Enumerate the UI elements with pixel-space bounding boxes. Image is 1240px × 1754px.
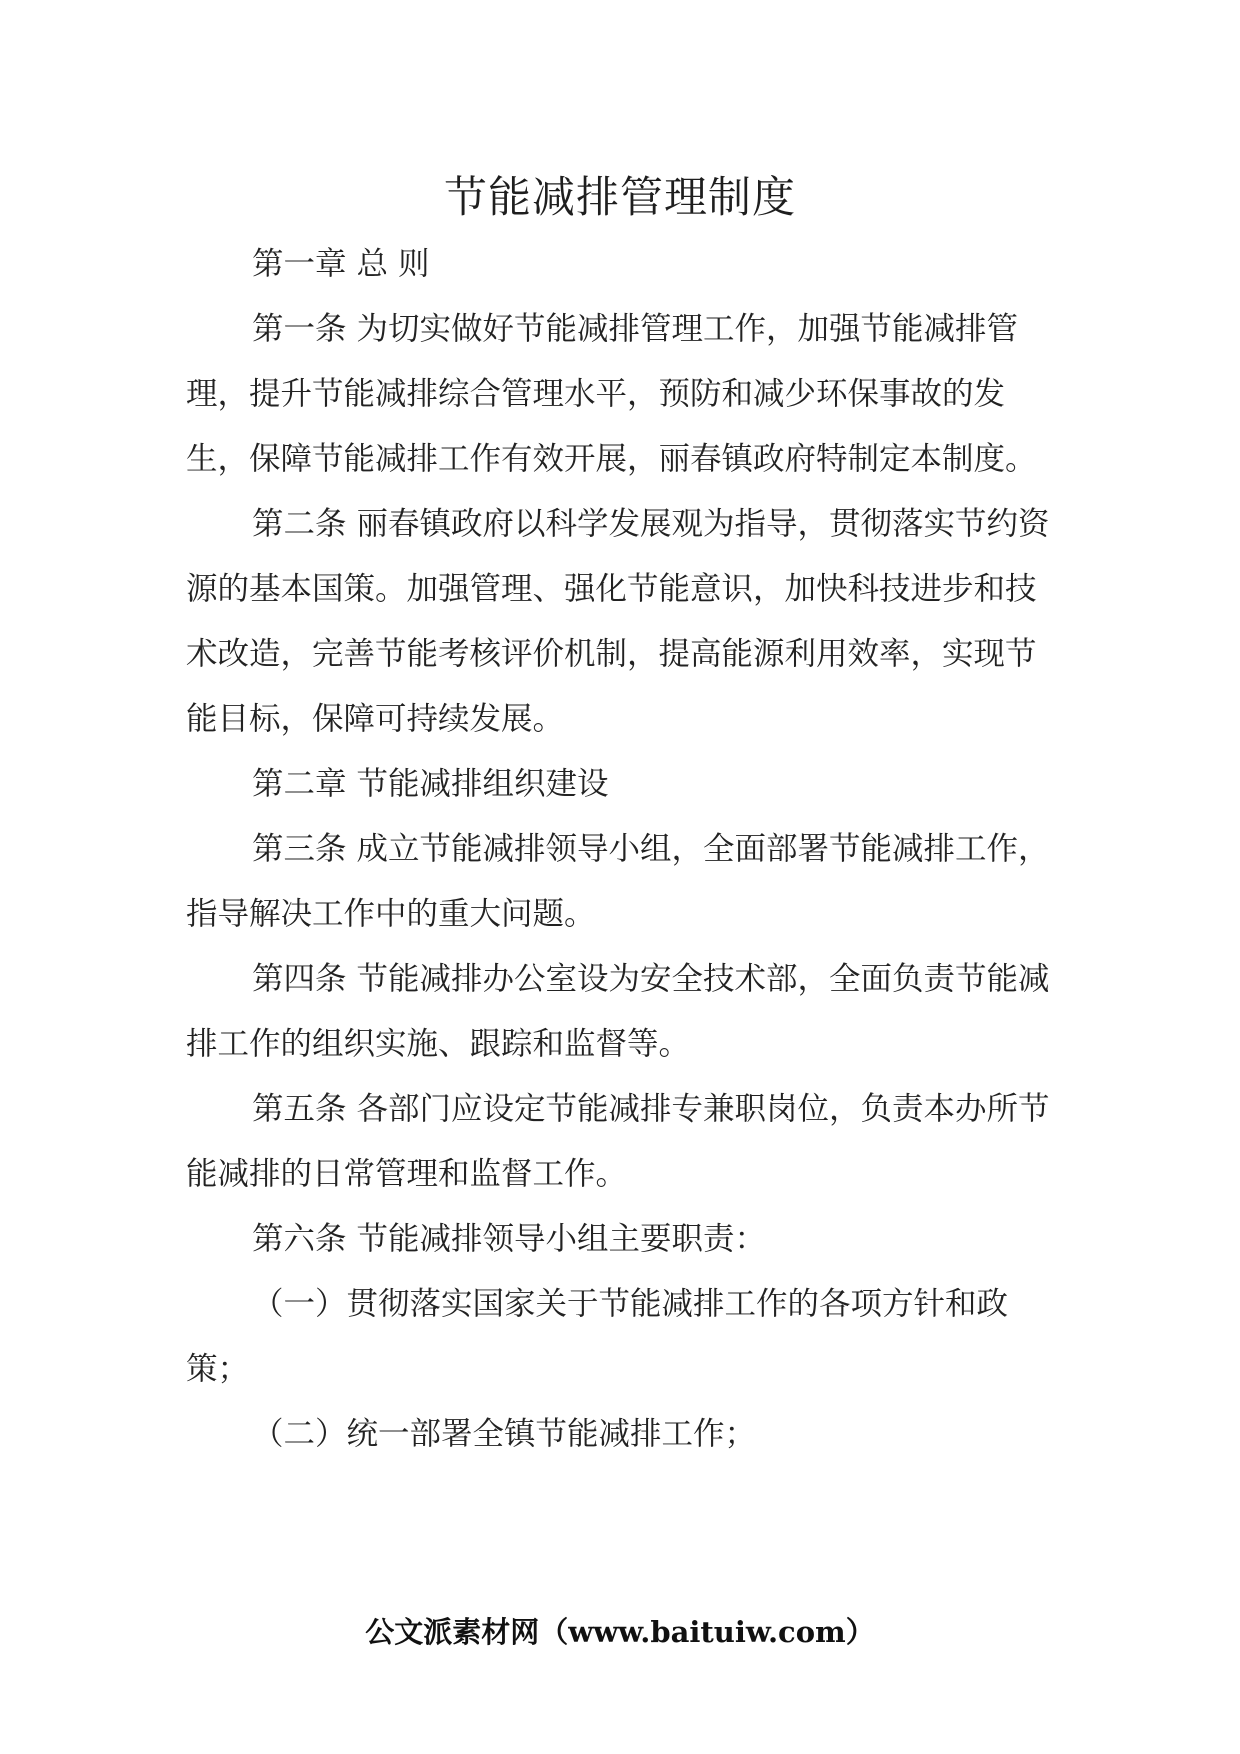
article-paragraph: 第四条 节能减排办公室设为安全技术部，全面负责节能减排工作的组织实施、跟踪和监督等。 — [186, 961, 1050, 1062]
list-item: （二）统一部署全镇节能减排工作； — [252, 1416, 757, 1452]
article-paragraph: 第二条 丽春镇政府以科学发展观为指导，贯彻落实节约资源的基本国策。加强管理、强化节能意识，加快科技进步和技术改造，完善节能考核评价机制，提高能源利用效率，实现节能目标，保障可持续发展。 — [186, 506, 1050, 737]
document-body — [186, 232, 1058, 1467]
footer-watermark: 公文派素材网（www.baituiw.com） — [365, 1615, 875, 1649]
article-paragraph: 第一条 为切实做好节能减排管理工作，加强节能减排管理，提升节能减排综合管理水平，预防和减少环保事故的发生，保障节能减排工作有效开展，丽春镇政府特制定本制度。 — [186, 311, 1037, 477]
article-paragraph: 第三条 成立节能减排领导小组，全面部署节能减排工作，指导解决工作中的重大问题。 — [186, 831, 1050, 932]
chapter-heading: 第一章 总 则 — [252, 246, 430, 282]
chapter-heading: 第二章 节能减排组织建设 — [252, 766, 609, 802]
article-paragraph: 第五条 各部门应设定节能减排专兼职岗位，负责本办所节能减排的日常管理和监督工作。 — [186, 1091, 1050, 1192]
article-paragraph: 第六条 节能减排领导小组主要职责： — [252, 1221, 767, 1257]
document-title: 节能减排管理制度 — [444, 173, 796, 223]
list-item: （一）贯彻落实国家关于节能减排工作的各项方针和政策； — [186, 1286, 1009, 1387]
